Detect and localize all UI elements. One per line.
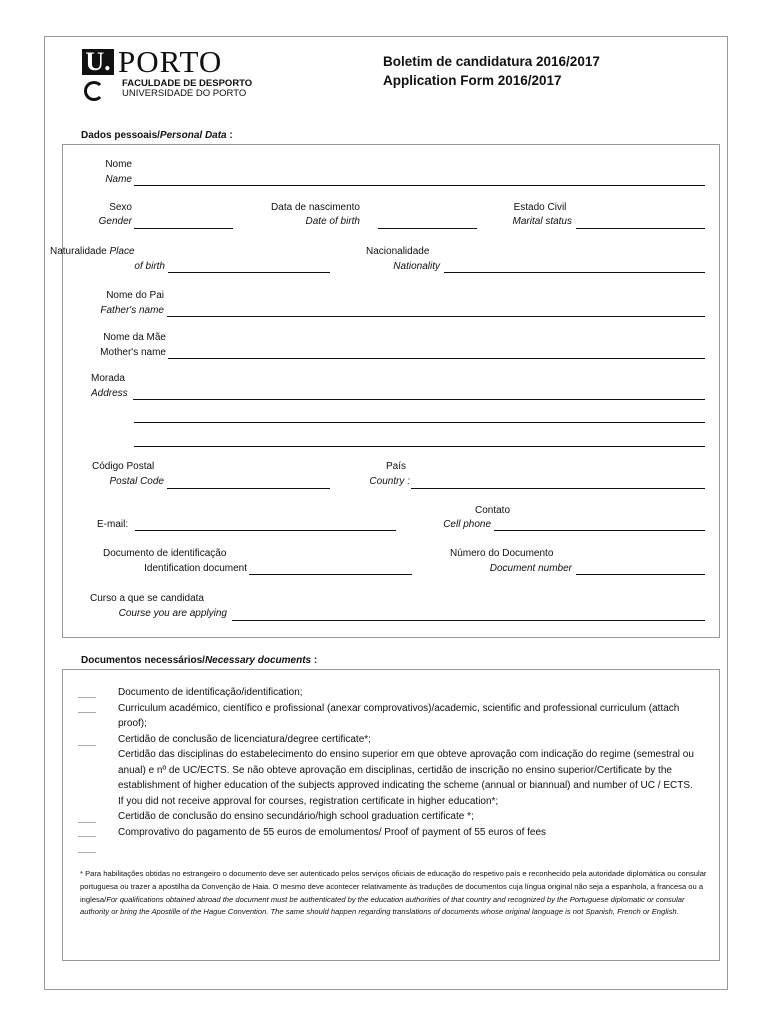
id-document-field[interactable] (249, 574, 412, 575)
logo-u-mark: U. (82, 49, 114, 75)
list-item: Comprovativo do pagamento de 55 euros de emolumentos/ Proof of payment of 55 euros of fees (118, 826, 547, 838)
doc-checkbox-4[interactable] (78, 822, 96, 823)
mother-label-en: Mother's name (100, 347, 166, 358)
course-field[interactable] (232, 620, 705, 621)
birthplace-field[interactable] (168, 272, 330, 273)
iddoc-label-en: Identification document (144, 563, 247, 574)
nationality-label-en: Nationality (393, 261, 440, 272)
docnum-label-pt: Número do Documento (450, 548, 554, 559)
birthplace-label: Naturalidade Place (50, 246, 135, 257)
marital-label-en: Marital status (512, 216, 572, 227)
documents-heading: Documentos necessários/Necessary documents : (81, 655, 318, 666)
postal-code-field[interactable] (167, 488, 330, 489)
birthplace-label-en: of birth (134, 261, 165, 272)
list-item: Certidão de conclusão de licenciatura/degree certificate*; (118, 733, 371, 745)
cell-phone-field[interactable] (494, 530, 705, 531)
doc-checkbox-5[interactable] (78, 836, 96, 837)
iddoc-label-pt: Documento de identificação (103, 548, 227, 559)
form-title (383, 52, 600, 90)
list-item: Curriculum académico, científico e profissional (anexar comprovativos)/academic, scientific and professional curriculum (attach proof); (118, 702, 680, 729)
docnum-label-en: Document number (489, 563, 572, 574)
title-en: Application Form 2016/2017 (383, 73, 562, 88)
country-field[interactable] (411, 488, 705, 489)
list-item: Certidão de conclusão do ensino secundário/high school graduation certificate *; (118, 811, 474, 822)
footnote: * Para habilitações obtidas no estrangeiro o documento deve ser autenticado pelos serviços oficiais de educação do respetivo país e reconhecido pela autoridade diplomática ou consular portuguesa ou trazer a apostilha da Convenção de Haia. O mesmo deve acontecer relativamente às traduções de documentos cuja língua original não seja a espanhola, a francesa ou a inglesa/For qualifications obtained abroad the document must be authenticated by the education authorities of that country and recognized by the Portuguese diplomatic or consular authority or bring the Apostille of the Hague Convention. The same should happen regarding translations of documents whose original language is not Spanish, French or English. (80, 869, 707, 917)
name-field[interactable] (134, 185, 705, 186)
logo-porto-text: PORTO (118, 44, 223, 79)
country-label-pt: País (386, 461, 407, 472)
documents-list (118, 685, 698, 840)
father-label-en: Father's name (100, 305, 164, 316)
postal-label-en: Postal Code (109, 476, 164, 487)
course-label-en: Course you are applying (118, 608, 227, 619)
nationality-field[interactable] (444, 272, 705, 273)
doc-checkbox-2[interactable] (78, 712, 96, 713)
name-label-en: Name (105, 174, 132, 185)
dob-field[interactable] (378, 228, 477, 229)
gender-field[interactable] (134, 228, 233, 229)
contact-label-pt: Contato (475, 505, 511, 516)
contact-label-en: Cell phone (443, 519, 491, 530)
gender-label-en: Gender (98, 216, 132, 227)
title-pt: Boletim de candidatura 2016/2017 (383, 54, 600, 69)
address-label-pt: Morada (91, 373, 125, 384)
document-number-field[interactable] (576, 574, 705, 575)
logo-university-text: UNIVERSIDADE DO PORTO (122, 88, 247, 99)
list-item: Documento de identificação/identification; (118, 687, 303, 698)
personal-data-heading: Dados pessoais/Personal Data : (81, 130, 233, 141)
nationality-label-pt: Nacionalidade (366, 246, 430, 257)
list-item: Certidão das disciplinas do estabelecimento do ensino superior em que obteve aprovação com indicação do regime (semestral ou anual) e nº de UC/ECTS. Se não obteve aprovação em disciplinas, certidão de inscrição no ensino superior/Certificate by the establishment of higher education of the subjects approved indicating the scheme (annual or biannual) and number of UC / ECTS. If you did not receive approval for courses, registration certificate in higher education*; (118, 749, 694, 807)
email-label: E-mail: (97, 519, 129, 530)
address-field-line1[interactable] (133, 399, 705, 400)
email-field[interactable] (135, 530, 396, 531)
gender-label-pt: Sexo (109, 202, 132, 213)
course-label-pt: Curso a que se candidata (90, 593, 204, 604)
address-label-en: Address (91, 388, 128, 399)
doc-checkbox-6[interactable] (78, 852, 96, 853)
postal-label-pt: Código Postal (92, 461, 155, 472)
doc-checkbox-3[interactable] (78, 745, 96, 746)
name-label-pt: Nome (105, 159, 132, 170)
country-label-en: Country : (369, 476, 410, 487)
father-name-field[interactable] (167, 316, 705, 317)
marital-label-pt: Estado Civil (513, 202, 567, 213)
logo-faculty-text: FACULDADE DE DESPORTO (122, 78, 253, 89)
father-label-pt: Nome do Pai (106, 290, 164, 301)
dob-label-en: Date of birth (305, 216, 360, 227)
address-field-line3[interactable] (134, 446, 705, 447)
doc-checkbox-1[interactable] (78, 697, 96, 698)
mother-label-pt: Nome da Mãe (103, 332, 166, 343)
address-field-line2[interactable] (134, 422, 705, 423)
marital-field[interactable] (576, 228, 705, 229)
logo-ring-icon (84, 81, 104, 101)
mother-name-field[interactable] (168, 358, 705, 359)
dob-label-pt: Data de nascimento (271, 202, 360, 213)
